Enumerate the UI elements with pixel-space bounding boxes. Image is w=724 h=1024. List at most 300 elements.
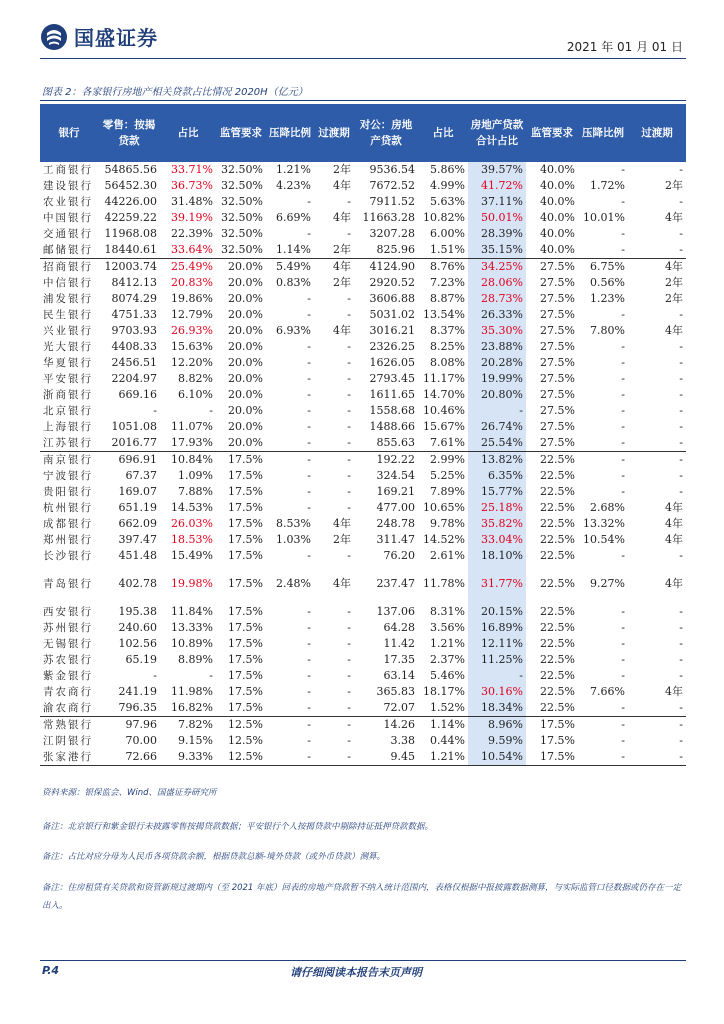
table-cell: 25.18% bbox=[468, 500, 526, 516]
table-cell: 17.5% bbox=[228, 685, 263, 698]
table-cell: - bbox=[347, 340, 351, 353]
table-cell: 7672.52 bbox=[369, 179, 415, 192]
column-header: 零售：按揭贷款 bbox=[98, 104, 160, 162]
table-cell: 5.25% bbox=[430, 469, 465, 482]
table-cell: - bbox=[307, 227, 311, 240]
table-cell: 17.5% bbox=[228, 517, 263, 530]
table-cell: 2793.45 bbox=[369, 372, 415, 385]
table-cell: 2.37% bbox=[430, 653, 465, 666]
table-row bbox=[40, 242, 686, 259]
table-cell: 20.0% bbox=[228, 388, 263, 401]
table-cell: 2年 bbox=[665, 276, 683, 289]
table-row bbox=[40, 717, 686, 734]
table-cell: 10.82% bbox=[423, 211, 465, 224]
table-cell: - bbox=[347, 388, 351, 401]
table-cell: - bbox=[347, 292, 351, 305]
table-row bbox=[40, 652, 686, 668]
table-cell: 3.56% bbox=[430, 621, 465, 634]
table-cell: 9.59% bbox=[468, 733, 526, 749]
table-cell: 10.84% bbox=[160, 452, 216, 469]
table-cell: 169.07 bbox=[118, 485, 157, 498]
table-cell: 8.08% bbox=[430, 356, 465, 369]
header-divider bbox=[40, 58, 686, 59]
bank-name: 浦发银行 bbox=[43, 293, 93, 305]
table-cell: 11968.08 bbox=[104, 227, 157, 240]
table-cell: 44226.00 bbox=[104, 195, 157, 208]
column-header: 过渡期 bbox=[628, 104, 686, 162]
table-cell: 15.49% bbox=[171, 549, 213, 562]
table-cell: 22.5% bbox=[540, 577, 575, 590]
loan-ratio-table bbox=[40, 104, 686, 766]
bank-name: 江苏银行 bbox=[43, 437, 93, 449]
table-cell: 12003.74 bbox=[98, 259, 160, 276]
table-cell: - bbox=[307, 292, 311, 305]
table-cell: - bbox=[679, 404, 683, 417]
table-cell: - bbox=[621, 388, 625, 401]
table-cell: - bbox=[307, 605, 311, 618]
table-cell: - bbox=[679, 163, 683, 176]
table-cell: - bbox=[347, 372, 351, 385]
table-cell: - bbox=[209, 669, 213, 682]
table-cell: 35.82% bbox=[468, 516, 526, 532]
table-cell: - bbox=[307, 195, 311, 208]
table-cell: 18.53% bbox=[171, 533, 213, 546]
table-cell: - bbox=[307, 340, 311, 353]
table-cell: - bbox=[679, 469, 683, 482]
table-cell: - bbox=[621, 637, 625, 650]
table-cell: 8.96% bbox=[468, 717, 526, 734]
table-cell: - bbox=[621, 469, 625, 482]
table-row bbox=[40, 548, 686, 564]
table-cell: - bbox=[307, 549, 311, 562]
table-cell: 64.28 bbox=[383, 621, 415, 634]
table-cell: 5.63% bbox=[430, 195, 465, 208]
table-cell: - bbox=[679, 436, 683, 449]
table-cell: - bbox=[679, 637, 683, 650]
table-cell: 7.88% bbox=[178, 485, 213, 498]
table-row bbox=[40, 636, 686, 652]
table-row bbox=[40, 162, 686, 178]
table-cell: 12.5% bbox=[228, 734, 263, 747]
table-cell: 22.5% bbox=[540, 501, 575, 514]
caption-divider bbox=[40, 100, 686, 101]
table-cell: 16.82% bbox=[171, 701, 213, 714]
note-2: 备注：占比对应分母为人民币各项贷款余额，根据贷款总额-境外贷款（或外币贷款）测算。 bbox=[42, 852, 386, 862]
table-cell: - bbox=[578, 749, 628, 766]
table-cell: 26.03% bbox=[171, 517, 213, 530]
table-cell: 22.5% bbox=[540, 685, 575, 698]
table-cell: - bbox=[679, 653, 683, 666]
table-cell: 12.11% bbox=[468, 636, 526, 652]
bank-name: 邮储银行 bbox=[43, 244, 93, 256]
table-cell: - bbox=[307, 436, 311, 449]
table-cell: 97.96 bbox=[98, 717, 160, 734]
table-cell: 42259.22 bbox=[104, 211, 157, 224]
bank-name: 农业银行 bbox=[43, 196, 93, 208]
table-cell: 11.07% bbox=[171, 420, 213, 433]
table-cell: - bbox=[307, 469, 311, 482]
table-cell: - bbox=[621, 605, 625, 618]
table-cell: - bbox=[621, 549, 625, 562]
figure-caption: 图表 2：各家银行房地产相关贷款占比情况 2020H（亿元） bbox=[42, 87, 308, 98]
table-cell: 4年 bbox=[665, 577, 683, 590]
table-cell: 20.0% bbox=[228, 340, 263, 353]
table-cell: 1.52% bbox=[430, 701, 465, 714]
table-cell: 17.5% bbox=[228, 605, 263, 618]
table-cell: - bbox=[621, 243, 625, 256]
table-row bbox=[40, 371, 686, 387]
table-cell: - bbox=[347, 469, 351, 482]
table-cell: - bbox=[314, 717, 354, 734]
table-cell: - bbox=[628, 452, 686, 469]
table-cell: 31.48% bbox=[171, 195, 213, 208]
table-cell: 15.67% bbox=[423, 420, 465, 433]
table-cell: 12.5% bbox=[216, 749, 266, 766]
table-cell: 17.5% bbox=[228, 701, 263, 714]
table-cell: 2年 bbox=[333, 243, 351, 256]
table-cell: 9703.93 bbox=[111, 324, 157, 337]
table-cell: 1051.08 bbox=[111, 420, 157, 433]
report-date: 2021 年 01 月 01 日 bbox=[566, 40, 683, 54]
table-cell: 825.96 bbox=[376, 243, 415, 256]
bank-name: 成都银行 bbox=[43, 518, 93, 530]
table-row bbox=[40, 435, 686, 452]
table-cell: - bbox=[307, 501, 311, 514]
table-cell: 27.5% bbox=[540, 436, 575, 449]
brand-name: 国盛证券 bbox=[74, 26, 158, 50]
bank-name: 青岛银行 bbox=[43, 578, 93, 590]
table-cell: 2年 bbox=[665, 179, 683, 192]
bank-name: 贵阳银行 bbox=[43, 486, 93, 498]
table-cell: 1.21% bbox=[418, 749, 468, 766]
table-cell: 11663.28 bbox=[362, 211, 415, 224]
table-cell: 1626.05 bbox=[369, 356, 415, 369]
table-cell: 1.21% bbox=[430, 637, 465, 650]
table-cell: 1.14% bbox=[418, 717, 468, 734]
table-cell: 2.99% bbox=[418, 452, 468, 469]
table-cell: - bbox=[347, 605, 351, 618]
table-cell: 20.15% bbox=[468, 604, 526, 620]
table-cell: 2326.25 bbox=[369, 340, 415, 353]
table-cell: - bbox=[307, 372, 311, 385]
table-cell: 102.56 bbox=[118, 637, 157, 650]
table-cell: 4年 bbox=[333, 179, 351, 192]
table-cell: 1.72% bbox=[590, 179, 625, 192]
table-cell: - bbox=[679, 734, 683, 747]
table-row bbox=[40, 259, 686, 276]
table-cell: - bbox=[347, 404, 351, 417]
table-cell: 9.78% bbox=[430, 517, 465, 530]
table-cell: 0.56% bbox=[590, 276, 625, 289]
bank-name: 平安银行 bbox=[43, 373, 93, 385]
table-cell: 20.28% bbox=[468, 355, 526, 371]
table-cell: 17.5% bbox=[228, 469, 263, 482]
table-cell: 6.10% bbox=[178, 388, 213, 401]
table-cell: 137.06 bbox=[376, 605, 415, 618]
table-cell: 25.49% bbox=[160, 259, 216, 276]
table-cell: - bbox=[679, 388, 683, 401]
table-cell: - bbox=[679, 605, 683, 618]
bank-name: 中国银行 bbox=[43, 212, 93, 224]
table-cell: - bbox=[679, 195, 683, 208]
table-cell: - bbox=[621, 420, 625, 433]
table-cell: - bbox=[307, 388, 311, 401]
table-cell: - bbox=[621, 485, 625, 498]
table-cell: 27.5% bbox=[540, 420, 575, 433]
table-cell: 4.23% bbox=[276, 179, 311, 192]
table-cell: 7.66% bbox=[590, 685, 625, 698]
table-row bbox=[40, 684, 686, 700]
table-cell: 26.93% bbox=[171, 324, 213, 337]
table-cell: 2456.51 bbox=[111, 356, 157, 369]
table-cell: 27.5% bbox=[540, 340, 575, 353]
bank-name: 张家港行 bbox=[40, 749, 98, 766]
bank-name: 常熟银行 bbox=[40, 717, 98, 734]
table-cell: 20.0% bbox=[216, 259, 266, 276]
table-cell: - bbox=[679, 308, 683, 321]
bank-name: 紫金银行 bbox=[43, 670, 93, 682]
table-cell: 65.19 bbox=[125, 653, 157, 666]
table-cell: 2年 bbox=[333, 276, 351, 289]
table-cell: 12.5% bbox=[216, 717, 266, 734]
table-cell: 4年 bbox=[314, 259, 354, 276]
table-row bbox=[40, 733, 686, 749]
table-cell: 63.14 bbox=[383, 669, 415, 682]
table-cell: 4年 bbox=[665, 501, 683, 514]
table-cell: 20.0% bbox=[228, 436, 263, 449]
table-cell: - bbox=[679, 227, 683, 240]
table-cell: 2.68% bbox=[590, 501, 625, 514]
table-cell: 11.78% bbox=[423, 577, 465, 590]
table-cell: 8.76% bbox=[418, 259, 468, 276]
table-cell: 40.0% bbox=[540, 179, 575, 192]
table-cell: 8074.29 bbox=[111, 292, 157, 305]
table-cell: 8.82% bbox=[178, 372, 213, 385]
table-cell: 22.5% bbox=[540, 701, 575, 714]
table-cell: - bbox=[621, 227, 625, 240]
table-cell: 9.45 bbox=[354, 749, 418, 766]
table-cell: 27.5% bbox=[540, 356, 575, 369]
table-cell: - bbox=[307, 404, 311, 417]
table-cell: 33.71% bbox=[171, 163, 213, 176]
table-cell: 32.50% bbox=[221, 163, 263, 176]
bank-name: 上海银行 bbox=[43, 421, 93, 433]
table-row bbox=[40, 516, 686, 532]
table-cell: 17.5% bbox=[526, 717, 578, 734]
table-row bbox=[40, 484, 686, 500]
table-cell: 192.22 bbox=[354, 452, 418, 469]
table-cell: 12.79% bbox=[171, 308, 213, 321]
table-cell: 37.11% bbox=[468, 194, 526, 210]
table-cell: 13.54% bbox=[423, 308, 465, 321]
table-cell: - bbox=[307, 653, 311, 666]
table-cell: 23.88% bbox=[468, 339, 526, 355]
table-cell: 34.25% bbox=[468, 259, 526, 276]
table-cell: - bbox=[628, 717, 686, 734]
table-cell: 1.03% bbox=[276, 533, 311, 546]
table-cell: 22.5% bbox=[526, 452, 578, 469]
bank-name: 民生银行 bbox=[43, 309, 93, 321]
bank-name: 郑州银行 bbox=[43, 534, 93, 546]
table-cell: 248.78 bbox=[376, 517, 415, 530]
table-cell: 5.86% bbox=[430, 163, 465, 176]
table-cell: 8.53% bbox=[276, 517, 311, 530]
table-cell: 40.0% bbox=[540, 243, 575, 256]
table-cell: 0.83% bbox=[276, 276, 311, 289]
table-cell: 54865.56 bbox=[104, 163, 157, 176]
bank-name: 西安银行 bbox=[43, 606, 93, 618]
table-cell: 17.5% bbox=[228, 549, 263, 562]
table-row bbox=[40, 275, 686, 291]
table-body bbox=[40, 162, 686, 766]
table-cell: 1611.65 bbox=[369, 388, 415, 401]
table-cell: - bbox=[347, 669, 351, 682]
table-cell: 27.5% bbox=[540, 372, 575, 385]
table-cell: 311.47 bbox=[376, 533, 415, 546]
table-cell: - bbox=[621, 404, 625, 417]
table-cell: 22.5% bbox=[540, 653, 575, 666]
table-cell: 39.57% bbox=[468, 162, 526, 178]
table-cell: - bbox=[468, 403, 526, 419]
table-cell: - bbox=[679, 669, 683, 682]
table-cell: 20.0% bbox=[228, 324, 263, 337]
table-cell: - bbox=[679, 549, 683, 562]
table-cell: 40.0% bbox=[540, 163, 575, 176]
column-header: 占比 bbox=[418, 104, 468, 162]
table-cell: 1558.68 bbox=[369, 404, 415, 417]
table-cell: 13.33% bbox=[171, 621, 213, 634]
table-cell: 20.0% bbox=[228, 356, 263, 369]
column-header: 过渡期 bbox=[314, 104, 354, 162]
table-header-row bbox=[40, 104, 686, 162]
table-cell: 4年 bbox=[665, 517, 683, 530]
table-cell: 11.17% bbox=[423, 372, 465, 385]
table-cell: 33.64% bbox=[171, 243, 213, 256]
table-cell: 17.5% bbox=[228, 621, 263, 634]
table-cell: 2920.52 bbox=[369, 276, 415, 289]
table-cell: 397.47 bbox=[118, 533, 157, 546]
table-row bbox=[40, 291, 686, 307]
bank-name: 光大银行 bbox=[43, 341, 93, 353]
table-cell: 8.31% bbox=[430, 605, 465, 618]
table-cell: 2年 bbox=[665, 292, 683, 305]
table-cell: 20.0% bbox=[228, 308, 263, 321]
bank-name: 杭州银行 bbox=[43, 502, 93, 514]
table-cell: - bbox=[679, 420, 683, 433]
table-cell: 4年 bbox=[665, 324, 683, 337]
table-cell: 240.60 bbox=[118, 621, 157, 634]
table-cell: 6.35% bbox=[468, 468, 526, 484]
table-cell: 22.5% bbox=[540, 605, 575, 618]
table-row bbox=[40, 323, 686, 339]
table-cell: 662.09 bbox=[118, 517, 157, 530]
table-cell: - bbox=[347, 637, 351, 650]
table-cell: - bbox=[468, 668, 526, 684]
table-row bbox=[40, 564, 686, 604]
table-cell: - bbox=[578, 452, 628, 469]
table-cell: 2.48% bbox=[276, 577, 311, 590]
table-cell: 22.5% bbox=[540, 485, 575, 498]
table-cell: 2016.77 bbox=[111, 436, 157, 449]
table-cell: 67.37 bbox=[125, 469, 157, 482]
table-cell: 5.49% bbox=[266, 259, 314, 276]
table-cell: 16.89% bbox=[468, 620, 526, 636]
table-cell: 10.89% bbox=[171, 637, 213, 650]
table-cell: - bbox=[621, 653, 625, 666]
table-cell: 17.5% bbox=[228, 577, 263, 590]
table-cell: - bbox=[621, 163, 625, 176]
table-cell: 25.54% bbox=[468, 435, 526, 452]
table-cell: - bbox=[347, 701, 351, 714]
table-cell: 70.00 bbox=[125, 734, 157, 747]
table-cell: 10.54% bbox=[583, 533, 625, 546]
table-cell: 17.5% bbox=[228, 653, 263, 666]
table-cell: - bbox=[153, 404, 157, 417]
table-cell: - bbox=[266, 452, 314, 469]
table-cell: - bbox=[314, 749, 354, 766]
table-cell: 6.69% bbox=[276, 211, 311, 224]
table-cell: 1.23% bbox=[590, 292, 625, 305]
table-cell: 17.5% bbox=[228, 485, 263, 498]
table-cell: 8.25% bbox=[430, 340, 465, 353]
table-cell: - bbox=[621, 340, 625, 353]
table-cell: 17.5% bbox=[228, 533, 263, 546]
table-cell: 28.73% bbox=[468, 291, 526, 307]
table-cell: 4408.33 bbox=[111, 340, 157, 353]
table-cell: 14.26 bbox=[354, 717, 418, 734]
table-cell: 1488.66 bbox=[369, 420, 415, 433]
bank-name: 苏州银行 bbox=[43, 622, 93, 634]
bank-name: 长沙银行 bbox=[43, 550, 93, 562]
table-cell: 9.33% bbox=[160, 749, 216, 766]
table-cell: 8.87% bbox=[430, 292, 465, 305]
table-cell: 20.83% bbox=[171, 276, 213, 289]
table-cell: 4年 bbox=[665, 211, 683, 224]
bank-name: 浙商银行 bbox=[43, 389, 93, 401]
table-cell: 6.75% bbox=[578, 259, 628, 276]
bank-name: 交通银行 bbox=[43, 228, 93, 240]
table-cell: 11.98% bbox=[171, 685, 213, 698]
table-cell: 26.74% bbox=[468, 419, 526, 435]
table-cell: 22.5% bbox=[540, 669, 575, 682]
table-cell: - bbox=[347, 485, 351, 498]
table-cell: - bbox=[679, 621, 683, 634]
table-cell: 4年 bbox=[665, 533, 683, 546]
table-cell: 56452.30 bbox=[104, 179, 157, 192]
table-cell: 18440.61 bbox=[104, 243, 157, 256]
table-cell: - bbox=[307, 420, 311, 433]
table-cell: 696.91 bbox=[98, 452, 160, 469]
disclaimer: 请仔细阅读本报告末页声明 bbox=[290, 966, 422, 979]
table-cell: 40.0% bbox=[540, 211, 575, 224]
table-cell: 35.30% bbox=[468, 323, 526, 339]
table-row bbox=[40, 194, 686, 210]
table-cell: - bbox=[347, 436, 351, 449]
table-cell: 19.99% bbox=[468, 371, 526, 387]
table-cell: 8.37% bbox=[430, 324, 465, 337]
table-row bbox=[40, 339, 686, 355]
bank-name: 宁波银行 bbox=[43, 470, 93, 482]
table-cell: - bbox=[307, 701, 311, 714]
table-cell: 651.19 bbox=[118, 501, 157, 514]
table-cell: 19.98% bbox=[171, 577, 213, 590]
table-cell: 14.53% bbox=[171, 501, 213, 514]
table-cell: - bbox=[621, 734, 625, 747]
table-cell: 4年 bbox=[333, 577, 351, 590]
table-cell: 22.5% bbox=[540, 533, 575, 546]
table-cell: 22.5% bbox=[540, 637, 575, 650]
table-cell: 2.61% bbox=[430, 549, 465, 562]
